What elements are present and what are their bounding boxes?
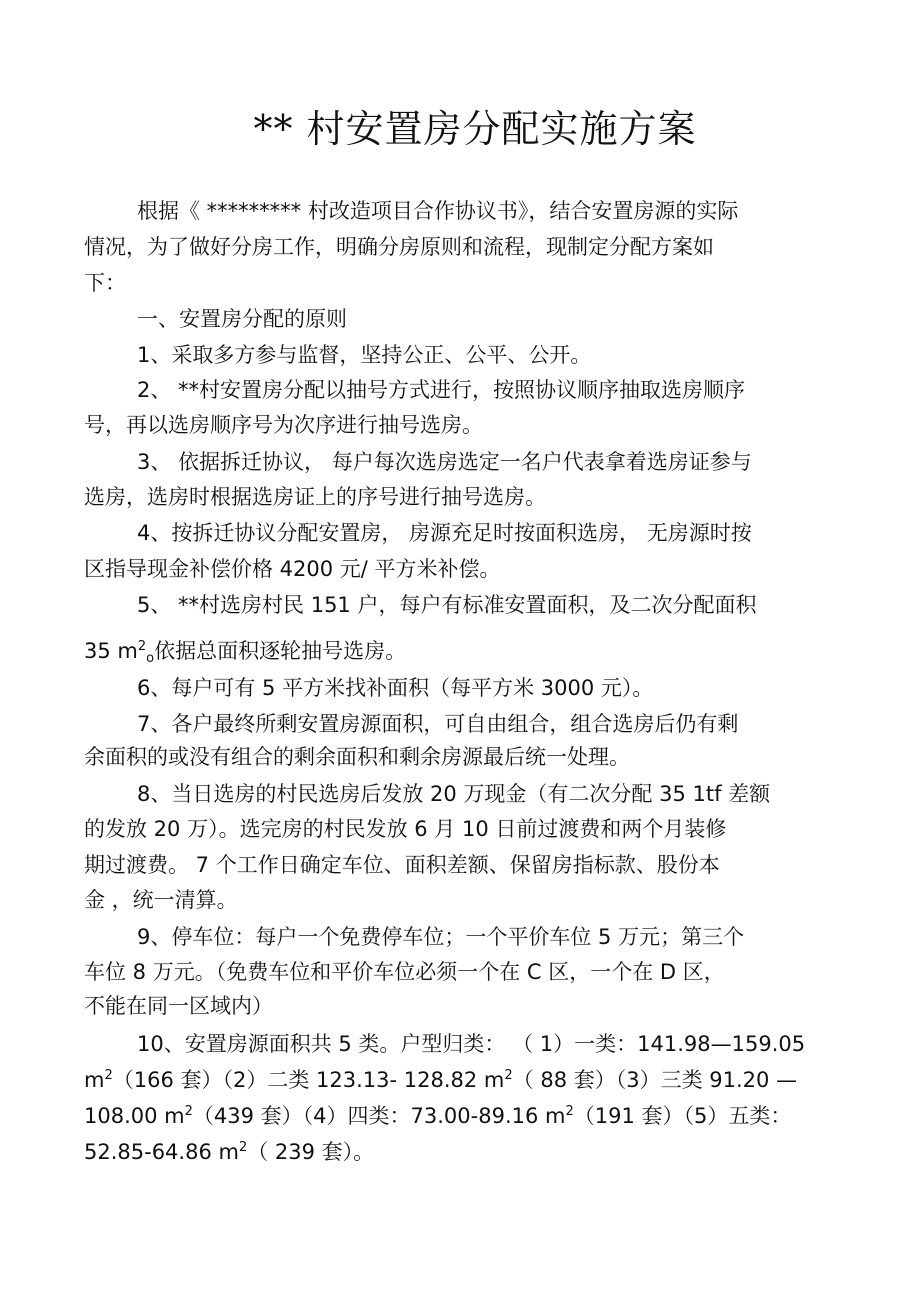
item-7-line-2: 余面积的或没有组合的剩余面积和剩余房源最后统一处理。	[84, 745, 630, 769]
superscript-2: 2	[184, 1104, 193, 1119]
item-9-line-2: 车位 8 万元。（免费车位和平价车位必须一个在 C 区，一个在 D 区，	[84, 960, 725, 984]
item-2-line-1: 2、 **村安置房分配以抽号方式进行，按照协议顺序抽取选房顺序	[137, 378, 746, 402]
item-10-line-3	[84, 1101, 791, 1131]
intro-line-1: 根据《 ********* 村改造项目合作协议书》，结合安置房源的实际	[137, 199, 739, 223]
item-5-line-1: 5、 **村选房村民 151 户，每户有标准安置面积，及二次分配面积	[137, 593, 757, 617]
item-7-line-1: 7、各户最终所剩安置房源面积，可自由组合，组合选房后仍有剩	[137, 712, 739, 736]
intro-line-2: 情况，为了做好分房工作，明确分房原则和流程，现制定分配方案如	[84, 235, 714, 259]
item-10-line-4-part-b: （ 239 套）。	[247, 1140, 375, 1164]
item-10-line-3-part-b: （439 套）（4）四类：73.00-89.16 m	[192, 1104, 566, 1128]
item-10-line-3-part-a: 108.00 m	[84, 1104, 185, 1128]
item-3-line-2: 选房，选房时根据选房证上的序号进行抽号选房。	[84, 485, 546, 509]
item-8-line-2: 的发放 20 万）。选完房的村民发放 6 月 10 日前过渡费和两个月装修	[84, 817, 727, 841]
document-title: ** 村安置房分配实施方案	[253, 107, 697, 151]
item-9-line-3: 不能在同一区域内）	[84, 994, 273, 1018]
item-1: 1、采取多方参与监督，坚持公正、公平、公开。	[137, 343, 592, 367]
item-5-subscript: o	[146, 651, 155, 666]
item-10-line-4	[84, 1137, 374, 1167]
superscript-2: 2	[565, 1104, 574, 1119]
item-3-line-1: 3、 依据拆迁协议， 每户每次选房选定一名户代表拿着选房证参与	[137, 450, 752, 474]
item-8-line-1: 8、当日选房的村民选房后发放 20 万现金（有二次分配 35 1tf 差额	[137, 782, 771, 806]
superscript-2: 2	[104, 1068, 113, 1083]
item-10-line-3-part-c: （191 套）（5）五类：	[573, 1104, 792, 1128]
superscript-2: 2	[504, 1068, 513, 1083]
item-10-line-2-part-a: m	[84, 1068, 105, 1092]
item-10-line-1: 10、安置房源面积共 5 类。户型归类： （ 1）一类：141.98—159.05	[137, 1032, 806, 1056]
superscript-2: 2	[137, 639, 147, 654]
item-8-line-4: 金 ，统一清算。	[84, 888, 238, 912]
superscript-2: 2	[238, 1140, 248, 1155]
item-4-line-1: 4、按拆迁协议分配安置房， 房源充足时按面积选房， 无房源时按	[137, 521, 752, 545]
item-10-line-2-part-c: （ 88 套）（3）三类 91.20 —	[512, 1068, 798, 1092]
item-5-area-text: 35 m	[84, 639, 138, 663]
item-8-line-3: 期过渡费。 7 个工作日确定车位、面积差额、保留房指标款、股份本	[84, 853, 720, 877]
item-5-tail-text: 依据总面积逐轮抽号选房。	[154, 639, 407, 663]
item-2-line-2: 号，再以选房顺序号为次序进行抽号选房。	[84, 413, 483, 437]
item-10-line-2	[84, 1065, 797, 1095]
item-9-line-1: 9、停车位：每户一个免费停车位；一个平价车位 5 万元；第三个	[137, 925, 745, 949]
item-4-line-2: 区指导现金补偿价格 4200 元/ 平方米补偿。	[84, 557, 501, 581]
intro-line-3: 下：	[84, 271, 126, 295]
item-10-line-4-part-a: 52.85-64.86 m	[84, 1140, 239, 1164]
item-5-line-2	[84, 636, 406, 674]
item-10-line-2-part-b: （166 套）（2）二类 123.13- 128.82 m	[112, 1068, 505, 1092]
section-heading: 一、安置房分配的原则	[137, 307, 347, 331]
item-6: 6、每户可有 5 平方米找补面积（每平方米 3000 元）。	[137, 676, 654, 700]
